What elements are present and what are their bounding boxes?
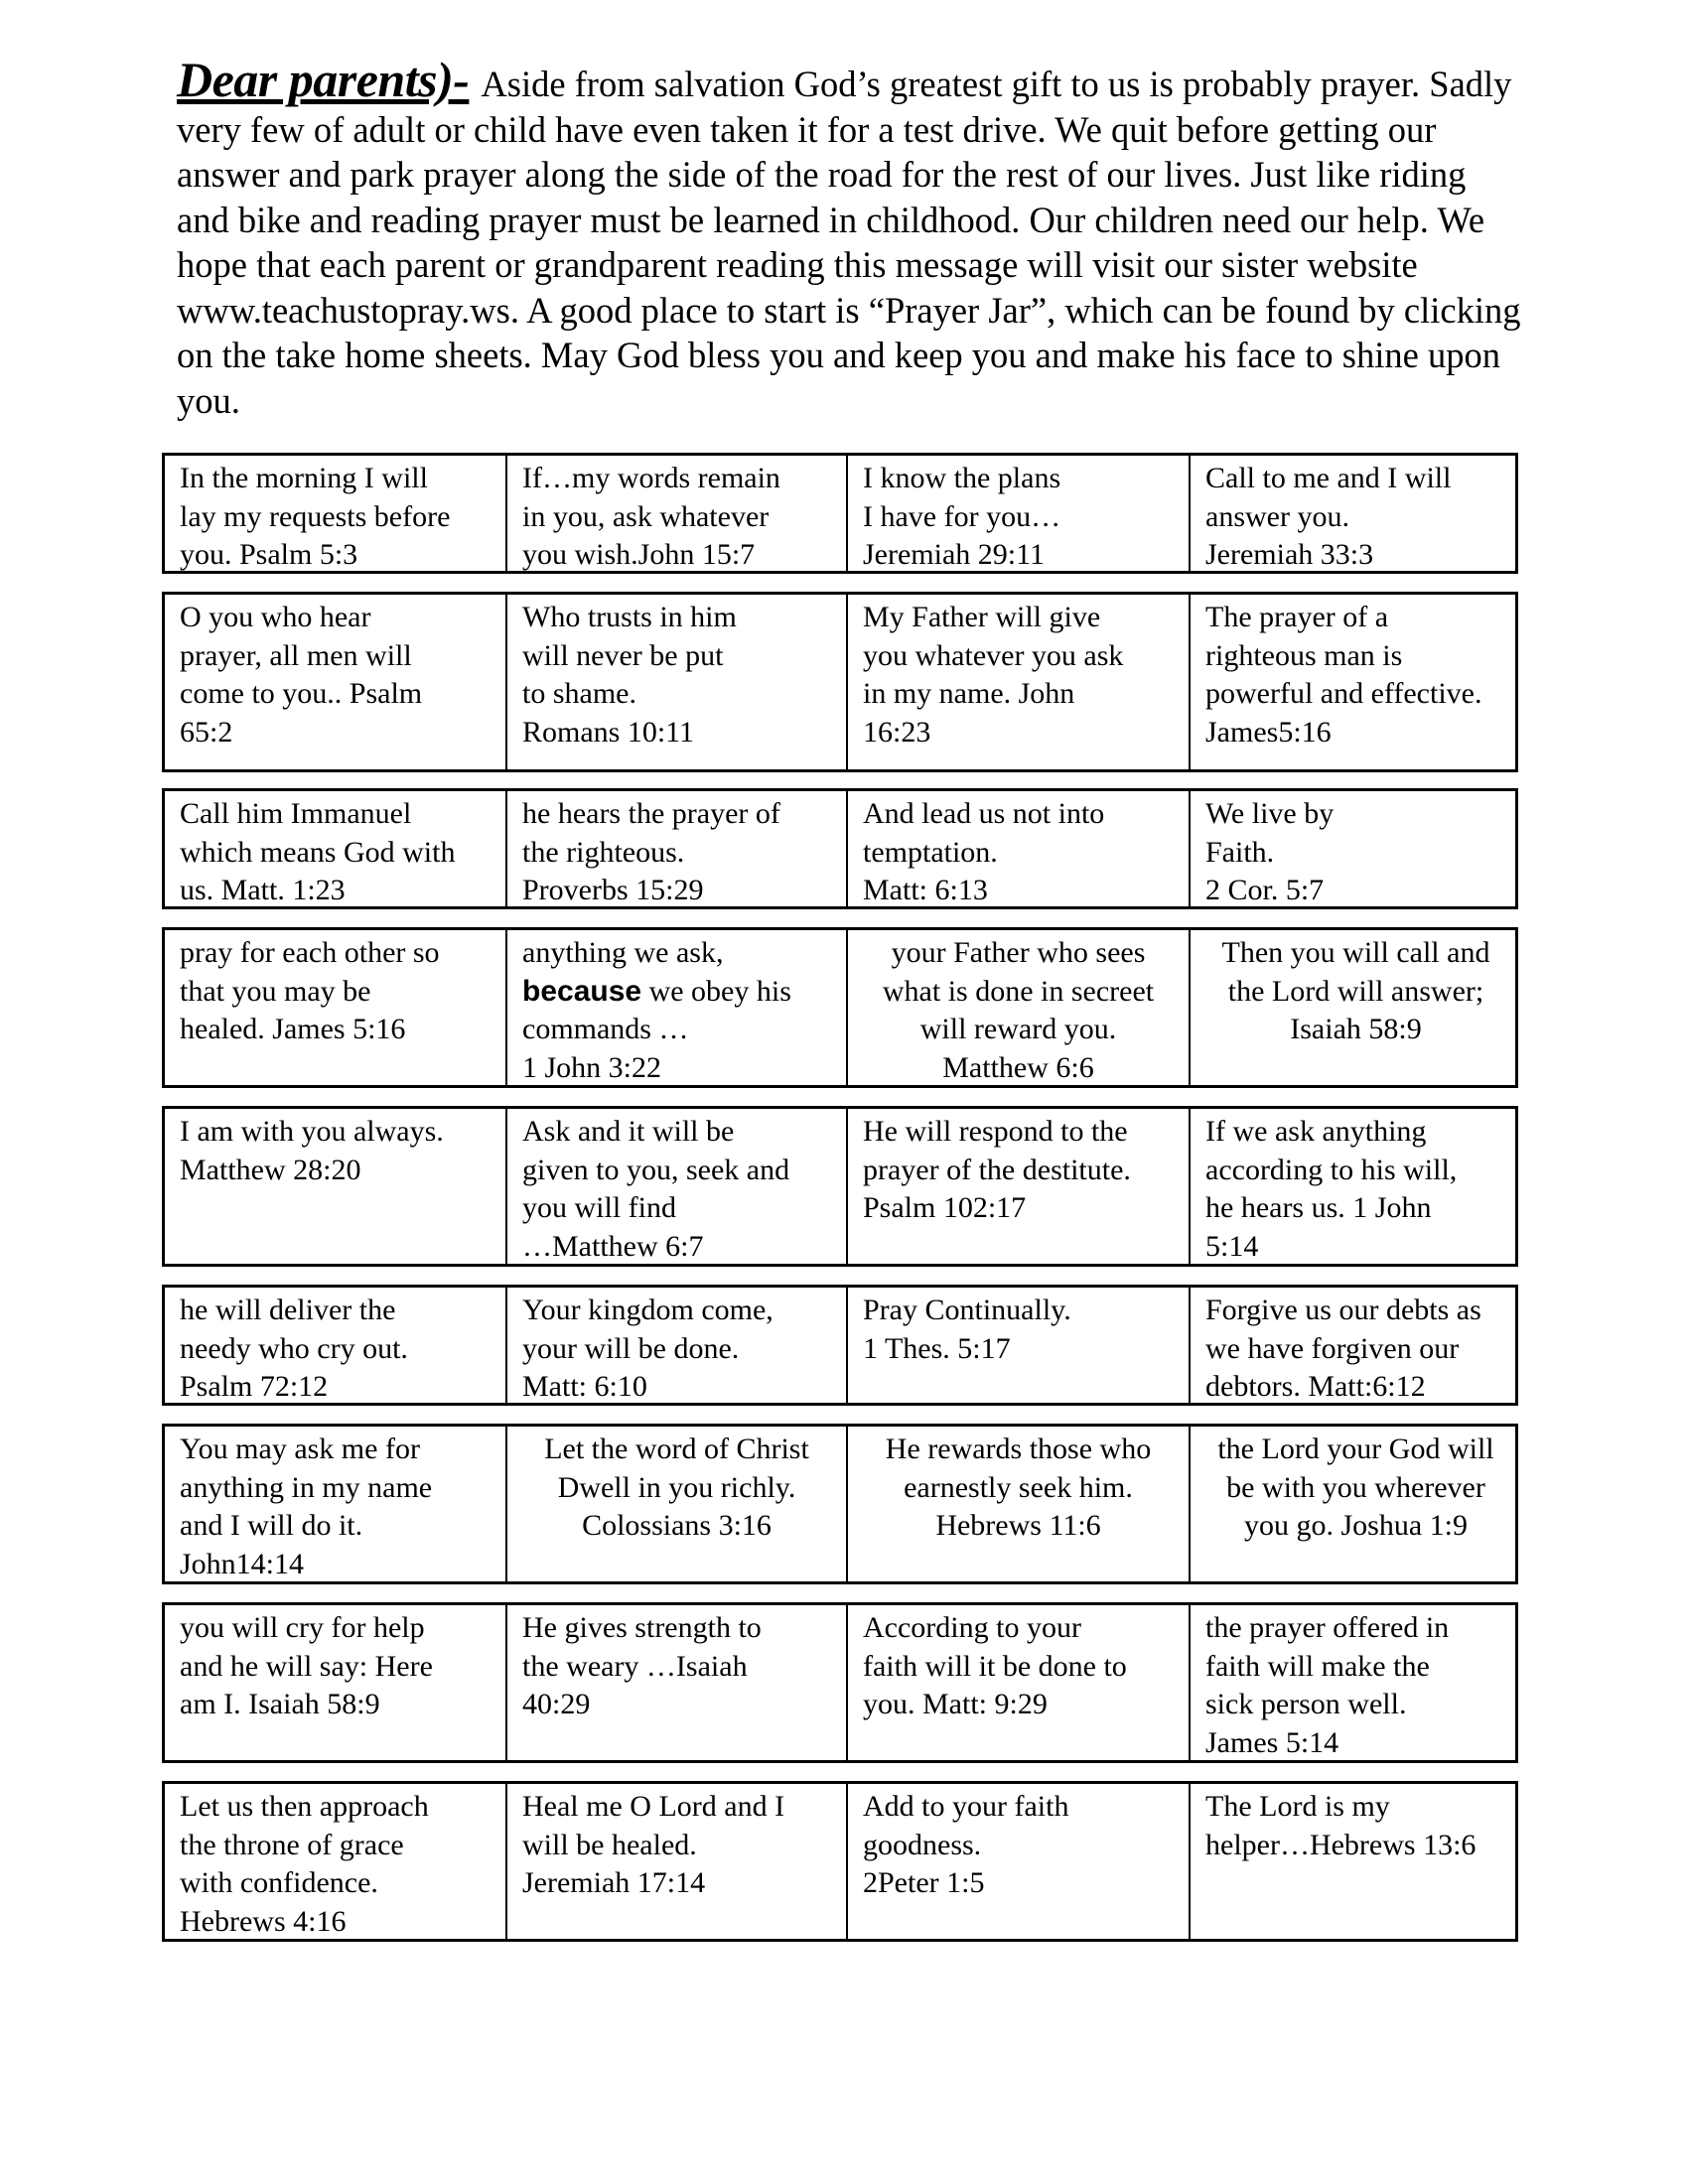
verse-card: I know the plans I have for you… Jeremiah 29:11 [846, 456, 1189, 571]
verse-card: Who trusts in him will never be put to shame. Romans 10:11 [505, 595, 846, 769]
card-row [162, 592, 1518, 772]
verse-card: Let the word of Christ Dwell in you richly. Colossians 3:16 [505, 1427, 846, 1581]
verse-card: pray for each other so that you may be healed. James 5:16 [180, 936, 440, 1045]
parent-letter [177, 52, 1527, 423]
verse-card [505, 930, 846, 1085]
verse-card: the Lord your God will be with you wherever you go. Joshua 1:9 [1189, 1427, 1521, 1581]
card-row [162, 1602, 1518, 1763]
verse-card: I am with you always. Matthew 28:20 [180, 1115, 444, 1186]
verse-card: Add to your faith goodness. 2Peter 1:5 [846, 1784, 1189, 1939]
verse-card: Let us then approach the throne of grace with confidence. Hebrews 4:16 [180, 1790, 429, 1938]
card-row [162, 1106, 1518, 1267]
verse-card: Forgive us our debts as we have forgiven our debtors. Matt:6:12 [1189, 1288, 1521, 1403]
card-row [162, 1781, 1518, 1942]
verse-card: Pray Continually. 1 Thes. 5:17 [846, 1288, 1189, 1403]
verse-card: the prayer offered in faith will make the sick person well. James 5:14 [1189, 1605, 1521, 1760]
verse-card: Ask and it will be given to you, seek and you will find …Matthew 6:7 [505, 1109, 846, 1264]
verse-card: He rewards those who earnestly seek him. Hebrews 11:6 [846, 1427, 1189, 1581]
verse-card: In the morning I will lay my requests before you. Psalm 5:3 [180, 462, 451, 571]
verse-card: Heal me O Lord and I will be healed. Jeremiah 17:14 [505, 1784, 846, 1939]
verse-text: we obey his commands … 1 John 3:22 [522, 974, 791, 1084]
verse-card: he hears the prayer of the righteous. Proverbs 15:29 [505, 791, 846, 906]
verse-card: He will respond to the prayer of the destitute. Psalm 102:17 [846, 1109, 1189, 1264]
card-row [162, 453, 1518, 574]
verse-card: You may ask me for anything in my name and I will do it. John14:14 [180, 1433, 433, 1580]
verse-card: My Father will give you whatever you ask in my name. John 16:23 [846, 595, 1189, 769]
letter-body: Aside from salvation God’s greatest gift to us is probably prayer. Sadly very few of adult or child have even taken it for a test drive. We quit before getting our answer and park prayer along the side of the road for the rest of our lives. Just like riding and bike and reading prayer must be learned in childhood. Our children need our help. We hope that each parent or grandparent reading this message will visit our sister website www.teachustopray.ws. A good place to start is “Prayer Jar”, which can be found by clicking on the take home sheets. May God bless you and keep you and make his face to shine upon you. [177, 64, 1521, 421]
card-row [162, 927, 1518, 1088]
verse-card: Call to me and I will answer you. Jeremiah 33:3 [1189, 456, 1521, 571]
verse-card: Your kingdom come, your will be done. Matt: 6:10 [505, 1288, 846, 1403]
verse-card: If we ask anything according to his will, he hears us. 1 John 5:14 [1189, 1109, 1521, 1264]
verse-card: And lead us not into temptation. Matt: 6:13 [846, 791, 1189, 906]
verse-card: If…my words remain in you, ask whatever you wish.John 15:7 [505, 456, 846, 571]
verse-card: According to your faith will it be done to you. Matt: 9:29 [846, 1605, 1189, 1760]
card-row [162, 788, 1518, 909]
card-row [162, 1424, 1518, 1584]
verse-card: We live by Faith. 2 Cor. 5:7 [1189, 791, 1521, 906]
verse-text: anything we ask, [522, 936, 724, 969]
verse-card: He gives strength to the weary …Isaiah 40:29 [505, 1605, 846, 1760]
verse-card: The Lord is my helper…Hebrews 13:6 [1189, 1784, 1521, 1939]
card-row [162, 1285, 1518, 1406]
verse-card: he will deliver the needy who cry out. Psalm 72:12 [180, 1294, 408, 1403]
verse-card: your Father who sees what is done in secreet will reward you. Matthew 6:6 [846, 930, 1189, 1085]
verse-card: The prayer of a righteous man is powerful and effective. James5:16 [1189, 595, 1521, 769]
verse-card: Call him Immanuel which means God with us. Matt. 1:23 [180, 797, 456, 906]
verse-emphasis: because [522, 974, 642, 1008]
verse-card: O you who hear prayer, all men will come to you.. Psalm 65:2 [180, 601, 423, 749]
verse-card: you will cry for help and he will say: Here am I. Isaiah 58:9 [180, 1611, 433, 1720]
verse-card: Then you will call and the Lord will answer; Isaiah 58:9 [1189, 930, 1521, 1085]
letter-heading: Dear parents)- [177, 52, 470, 107]
